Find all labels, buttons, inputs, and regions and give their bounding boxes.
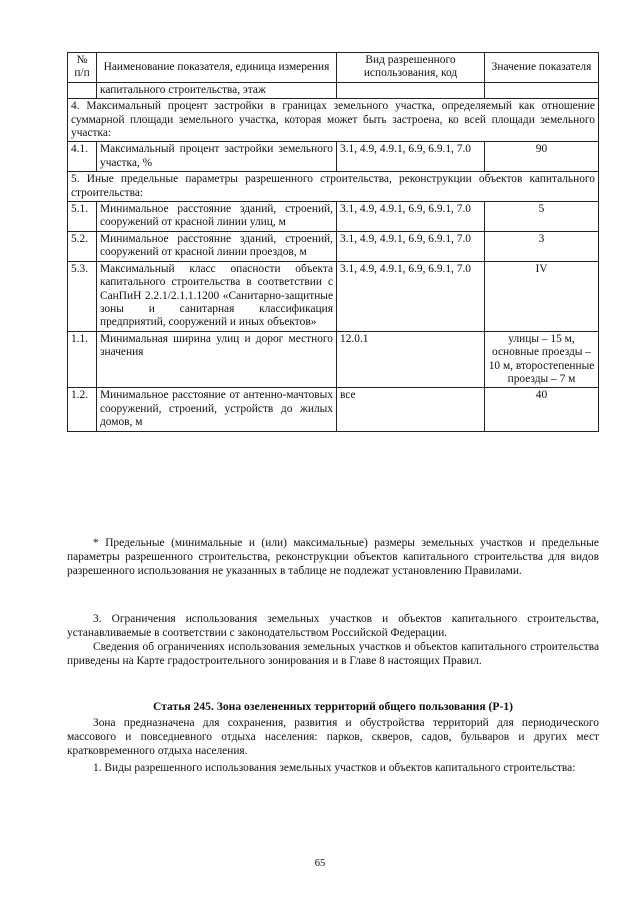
header-num: № п/п (68, 53, 97, 83)
row-value: 3 (485, 231, 599, 261)
paragraph-info: Сведения об ограничениях использования земельных участков и объектов капитального строительства приведены на Карте градостроительного зонирования и в Главе 8 настоящих Правил. (67, 641, 599, 667)
row-num: 1.2. (68, 388, 97, 431)
row-value: 40 (485, 388, 599, 431)
row-num: 5.3. (68, 261, 97, 331)
footnote: * Предельные (минимальные и (или) максимальные) размеры земельных участков и предельные параметры разрешенного строительства, реконструкции объектов капитального строительства для видов разрешенного использования не указанных в таблице не подлежат установлению Правилами. (67, 537, 599, 577)
carry-over-cell: капитального строительства, этаж (97, 82, 337, 98)
section-5-heading: 5. Иные предельные параметры разрешенного строительства, реконструкции объектов капитального строительства: (68, 172, 599, 202)
table-row (68, 331, 599, 388)
paragraph-restrictions: 3. Ограничения использования земельных участков и объектов капитального строительства, устанавливаемые в соответствии с законодательством Российской Федерации. (67, 613, 599, 639)
table-cell (485, 82, 599, 98)
table-row (68, 202, 599, 232)
table-row (68, 82, 599, 98)
row-use: все (337, 388, 485, 431)
article-title: Статья 245. Зона озелененных территорий общего пользования (Р-1) (153, 700, 513, 713)
row-name: Минимальное расстояние зданий, строений, сооружений от красной линии проездов, м (97, 231, 337, 261)
table-cell (337, 82, 485, 98)
article-item-1: 1. Виды разрешенного использования земельных участков и объектов капитального строительства: (93, 762, 576, 774)
row-name: Максимальный процент застройки земельного участка, % (97, 142, 337, 172)
row-num: 1.1. (68, 331, 97, 388)
page-number: 65 (314, 858, 326, 869)
section-row (68, 99, 599, 142)
row-value: улицы – 15 м, основные проезды – 10 м, второстепенные проезды – 7 м (485, 331, 599, 388)
row-value: 5 (485, 202, 599, 232)
row-num: 4.1. (68, 142, 97, 172)
row-value: IV (485, 261, 599, 331)
table-row (68, 142, 599, 172)
header-value: Значение показателя (485, 53, 599, 83)
row-use: 3.1, 4.9, 4.9.1, 6.9, 6.9.1, 7.0 (337, 261, 485, 331)
row-use: 12.0.1 (337, 331, 485, 388)
row-num: 5.1. (68, 202, 97, 232)
row-name: Минимальное расстояние от антенно-мачтовых сооружений, строений, устройств до жилых домов, м (97, 388, 337, 431)
row-use: 3.1, 4.9, 4.9.1, 6.9, 6.9.1, 7.0 (337, 231, 485, 261)
row-name: Минимальная ширина улиц и дорог местного значения (97, 331, 337, 388)
table-row (68, 231, 599, 261)
table-cell (68, 82, 97, 98)
article-text: Зона предназначена для сохранения, развития и обустройства территорий для периодического массового и повседневного отдыха населения: парков, скверов, садов, бульваров и других мест кратковременного отдыха населения. (67, 717, 599, 757)
row-num: 5.2. (68, 231, 97, 261)
row-name: Максимальный класс опасности объекта капитального строительства в соответствии с СанПиН 2.2.1/2.1.1.1200 «Санитарно-защитные зоны и санитарная классификация предприятий, сооружений и иных объектов» (97, 261, 337, 331)
section-4-heading: 4. Максимальный процент застройки в границах земельного участка, определяемый как отношение суммарной площади земельного участка, которая может быть застроена, ко всей площади земельного участка: (68, 99, 599, 142)
row-use: 3.1, 4.9, 4.9.1, 6.9, 6.9.1, 7.0 (337, 142, 485, 172)
table-header-row (68, 53, 599, 83)
header-use: Вид разрешенного использования, код (337, 53, 485, 83)
table-row (68, 261, 599, 331)
header-name: Наименование показателя, единица измерения (97, 53, 337, 83)
row-name: Минимальное расстояние зданий, строений, сооружений от красной линии улиц, м (97, 202, 337, 232)
parameters-table (67, 52, 599, 432)
section-row (68, 172, 599, 202)
row-value: 90 (485, 142, 599, 172)
row-use: 3.1, 4.9, 4.9.1, 6.9, 6.9.1, 7.0 (337, 202, 485, 232)
table-row (68, 388, 599, 431)
